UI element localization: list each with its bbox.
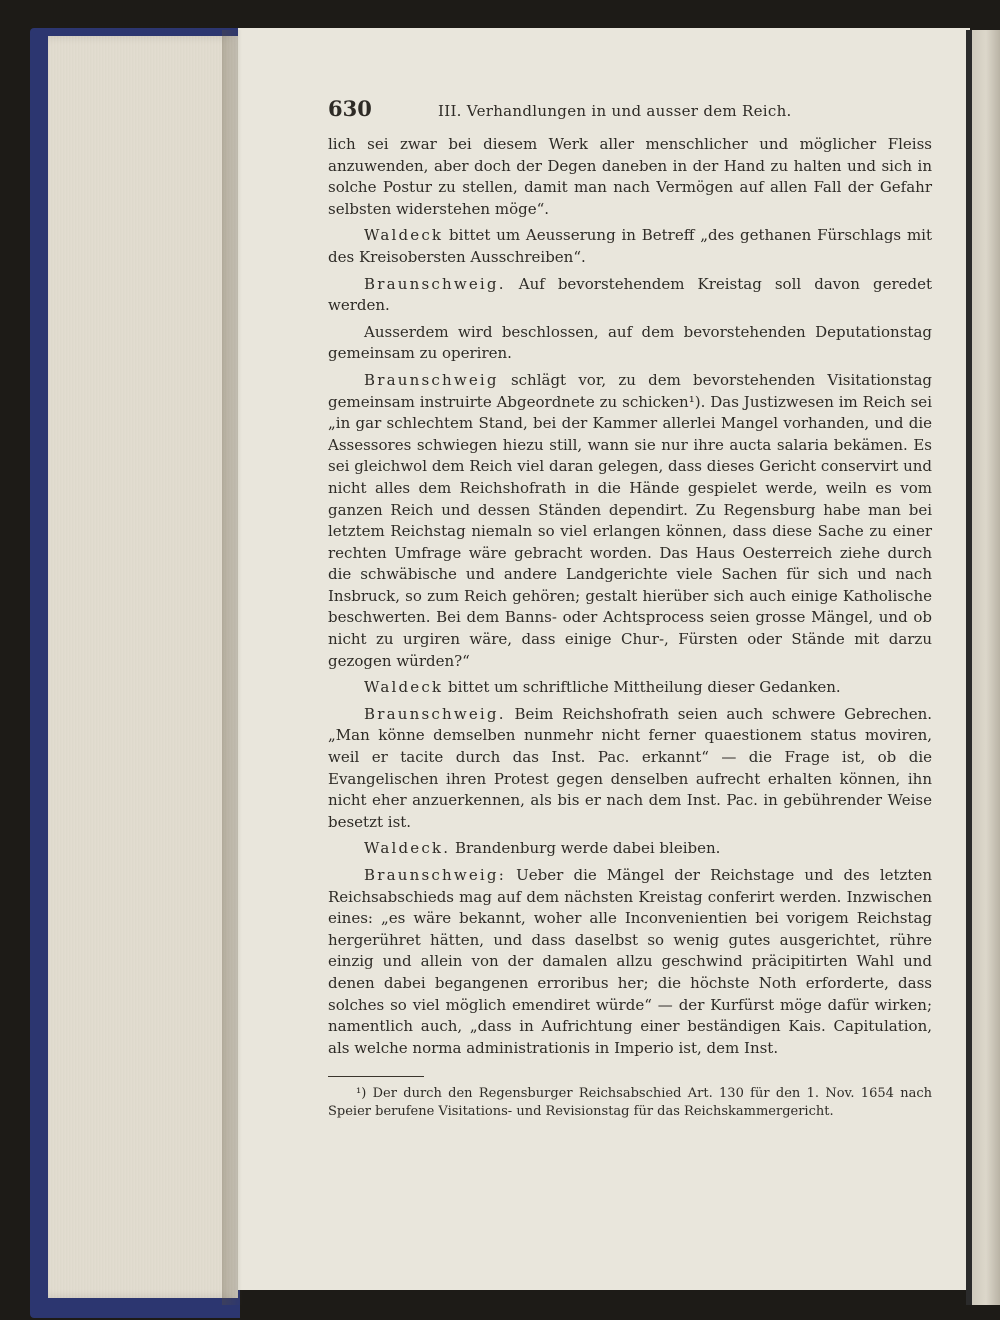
facing-page-edge <box>966 30 1000 1305</box>
paragraph-text: Ueber die Mängel der Reichstage und des letzten Reichsabschieds mag auf dem nächsten Kreistag conferirt werden. Inzwischen eines: „es wäre bekannt, woher alle Inconvenientien bei vorigem Reichstag hergerühret hätten, und dass daselbst so wenig gutes ausgerichtet, rühre einzig und allein von der damalen allzu geschwind präcipitirten Wahl und denen dabei begangenen erroribus her; die höchste Noth erforderte, dass solches so viel möglich emendiret würde“ — der Kurfürst möge dafür wirken; namentlich auch, „dass in Aufrichtung einer beständigen Kais. Capitulation, als welche norma administrationis in Imperio ist, dem Inst. <box>328 866 932 1057</box>
paragraph-text: bittet um schriftliche Mittheilung dieser Gedanken. <box>443 678 841 697</box>
paragraph-text: lich sei zwar bei diesem Werk aller menschlicher und möglicher Fleiss anzuwenden, aber doch der Degen daneben in der Hand zu halten und sich in solche Postur zu stellen, damit man nach Vermögen auf allen Fall der Gefahr selbsten widerstehen möge“. <box>328 135 932 218</box>
paragraph <box>328 370 932 672</box>
running-head: III. Verhandlungen in und ausser dem Reich. <box>438 102 792 120</box>
paragraph <box>328 225 932 268</box>
paragraph-text: bittet um Aeusserung in Betreff „des gethanen Fürschlags mit des Kreisobersten Ausschreiben“. <box>328 226 932 266</box>
speaker: Braunschweig: <box>364 866 506 884</box>
paragraph <box>328 322 932 365</box>
paragraph <box>328 134 932 220</box>
speaker: Braunschweig. <box>364 704 506 723</box>
speaker: Waldeck. <box>364 839 451 858</box>
footnote: ¹) Der durch den Regensburger Reichsabschied Art. 130 für den 1. Nov. 1654 nach Speier berufene Visitations- und Revisionstag für das Reichskammergericht. <box>328 1086 932 1119</box>
page-edges <box>48 36 238 1298</box>
spine-shadow <box>222 30 242 1305</box>
paragraph <box>328 704 932 834</box>
paragraph-text: Brandenburg werde dabei bleiben. <box>450 839 721 858</box>
page-body <box>328 98 932 1064</box>
paragraph-text: Ausserdem wird beschlossen, auf dem bevorstehenden Deputationstag gemeinsam zu operiren. <box>328 322 932 363</box>
footnotes <box>328 1076 932 1121</box>
page-number: 630 <box>328 96 372 121</box>
paragraph-text: schlägt vor, zu dem bevorstehenden Visitationstag gemeinsam instruirte Abgeordnete zu schicken¹). Das Justizwesen im Reich sei „in gar schlechtem Stand, bei der Kammer allerlei Mangel vorhanden, und die Assessores schwiegen hiezu still, wann sie nur ihre aucta salaria bekämen. Es sei gleichwol dem Reich viel daran gelegen, dass dieses Gericht conservirt und nicht alles dem Reichshofrath in die Hände gespielet werde, weiln es vom ganzen Reich und dessen Ständen dependirt. Zu Regensburg habe man bei letztem Reichstag niemaln so viel erlangen können, dass diese Sache zu einer rechten Umfrage wäre gebracht worden. Das Haus Oesterreich ziehe durch die schwäbische und andere Landgerichte viele Sachen für sich und nach Insbruck, so zum Reich gehören; gestalt hierüber sich auch einige Katholische beschwerten. Bei dem Banns- oder Achtsprocess seien grosse Mängel, und ob nicht zu urgiren wäre, dass einige Chur-, Fürsten oder Stände mit darzu gezogen würden?“ <box>328 370 932 670</box>
paragraph <box>328 838 932 860</box>
speaker: Waldeck <box>364 226 444 245</box>
speaker: Waldeck <box>364 678 444 697</box>
paragraph <box>328 274 932 317</box>
speaker: Braunschweig <box>364 370 499 389</box>
page-header <box>328 98 932 128</box>
footnote-rule <box>328 1076 424 1077</box>
paragraph-text: Beim Reichshofrath seien auch schwere Gebrechen. „Man könne demselben nunmehr nicht ferner quaestionem status moviren, weil er tacite durch das Inst. Pac. erkannt“ — die Frage ist, ob die Evangelischen ihren Protest gegen denselben aufrecht erhalten können, ihn nicht eher anzuerkennen, als bis er nach dem Inst. Pac. in gebührender Weise besetzt ist. <box>328 704 932 831</box>
paragraph <box>328 865 932 1059</box>
speaker: Braunschweig. <box>364 274 506 293</box>
paragraph-text: Auf bevorstehendem Kreistag soll davon geredet werden. <box>328 274 932 315</box>
paragraph <box>328 677 932 699</box>
